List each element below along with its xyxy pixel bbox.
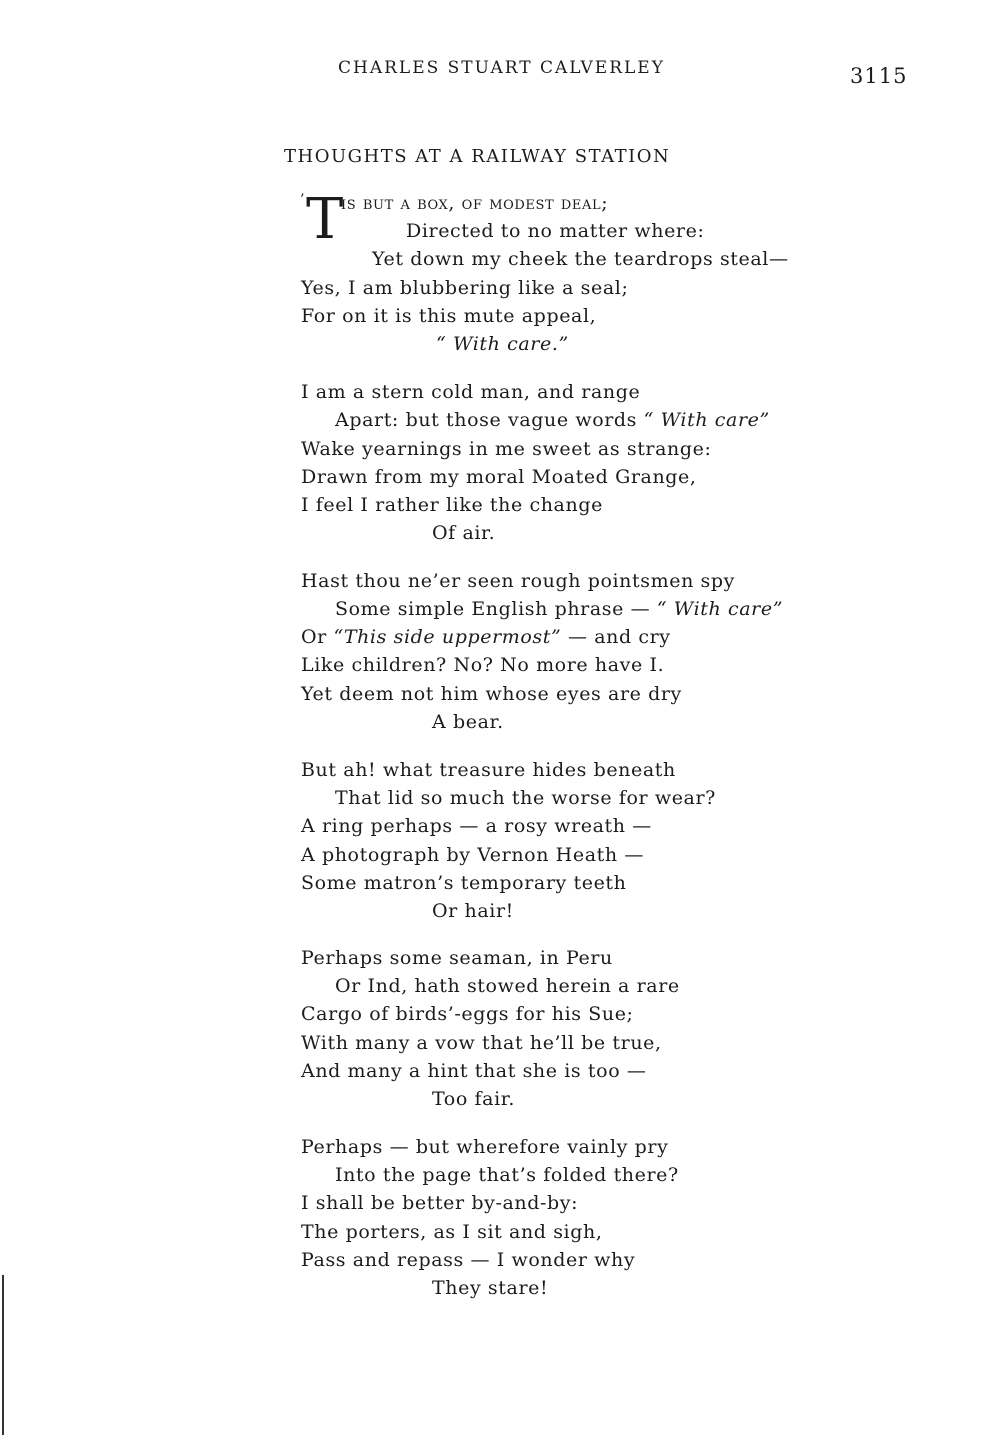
poem-line: That lid so much the worse for wear? [335, 787, 716, 809]
apostrophe-mark: ’ [300, 192, 305, 208]
poem-line: Pass and repass — I wonder why [301, 1249, 636, 1271]
drop-cap: T [306, 187, 344, 252]
poem-line: Perhaps — but wherefore vainly pry [301, 1136, 669, 1158]
poem-line: Cargo of birds’-eggs for his Sue; [301, 1003, 634, 1025]
poem-line [335, 411, 770, 430]
poem-line [436, 335, 569, 354]
poem-text: Some simple English phrase — [335, 598, 657, 620]
page-number: 3115 [850, 64, 908, 88]
scan-margin-line [2, 1275, 4, 1435]
poem-line: Wake yearnings in me sweet as strange: [301, 438, 712, 460]
poem-title: THOUGHTS AT A RAILWAY STATION [284, 146, 671, 167]
italic-refrain: “ With care.” [436, 333, 569, 355]
italic-phrase: “ With care” [643, 409, 770, 431]
poem-line: I feel I rather like the change [301, 494, 603, 516]
poem-line: A photograph by Vernon Heath — [301, 844, 644, 866]
poem-line: Into the page that’s folded there? [335, 1164, 679, 1186]
poem-line: For on it is this mute appeal, [301, 305, 597, 327]
poem-line: Of air. [432, 522, 496, 544]
poem-line: Or hair! [432, 900, 514, 922]
poem-text: — and cry [561, 626, 671, 648]
poem-line: I shall be better by-and-by: [301, 1192, 579, 1214]
poem-line: Too fair. [432, 1088, 515, 1110]
poem-line: A bear. [432, 711, 504, 733]
poem-text: Or [301, 626, 334, 648]
italic-phrase: “This side uppermost” [333, 626, 562, 648]
running-head: CHARLES STUART CALVERLEY [338, 58, 665, 78]
poem-line: Like children? No? No more have I. [301, 654, 665, 676]
poem-line: Some matron’s temporary teeth [301, 872, 627, 894]
poem-line [335, 600, 783, 619]
poem-line: Directed to no matter where: [406, 220, 705, 242]
poem-line: is but a box, of modest deal; [341, 192, 609, 214]
poem-line [301, 628, 671, 647]
poem-line: And many a hint that she is too — [301, 1060, 647, 1082]
poem-line: Perhaps some seaman, in Peru [301, 947, 613, 969]
poem-line: But ah! what treasure hides beneath [301, 759, 676, 781]
poem-line: A ring perhaps — a rosy wreath — [301, 815, 652, 837]
poem-line: Drawn from my moral Moated Grange, [301, 466, 697, 488]
poem-text: Apart: but those vague words [335, 409, 644, 431]
poem-line: Yes, I am blubbering like a seal; [301, 277, 629, 299]
poem-line: I am a stern cold man, and range [301, 381, 641, 403]
italic-phrase: “ With care” [656, 598, 784, 620]
poem-line: Hast thou ne’er seen rough pointsmen spy [301, 570, 735, 592]
poem-line: Yet down my cheek the teardrops steal— [372, 248, 789, 270]
poem-line: Or Ind, hath stowed herein a rare [335, 975, 680, 997]
poem-line: They stare! [432, 1277, 549, 1299]
poem-line: With many a vow that he’ll be true, [301, 1032, 662, 1054]
poem-line: The porters, as I sit and sigh, [301, 1221, 603, 1243]
poem-line: Yet deem not him whose eyes are dry [301, 683, 682, 705]
